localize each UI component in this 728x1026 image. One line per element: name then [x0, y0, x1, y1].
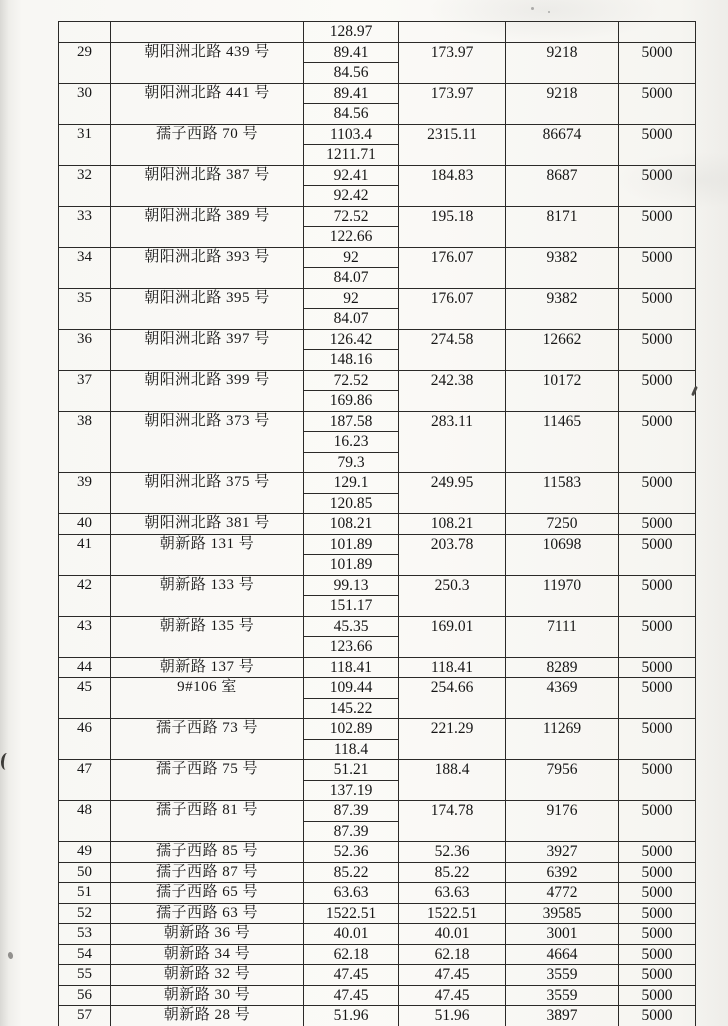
fee-cell: 5000 [619, 329, 696, 370]
area-cell: 101.89 [304, 534, 399, 555]
row-number-cell: 35 [59, 288, 111, 329]
amount-cell: 9382 [506, 288, 619, 329]
address-cell: 朝阳洲北路 397 号 [111, 329, 304, 370]
table-row [59, 616, 696, 637]
address-cell: 朝阳洲北路 441 号 [111, 83, 304, 124]
address-cell: 朝新路 34 号 [111, 944, 304, 965]
area-cell: 128.97 [304, 22, 399, 43]
address-cell: 朝阳洲北路 373 号 [111, 411, 304, 473]
amount-cell: 8289 [506, 657, 619, 678]
table-row [59, 534, 696, 555]
table-row [59, 22, 696, 43]
address-cell [111, 22, 304, 43]
amount-cell: 11970 [506, 575, 619, 616]
fee-cell: 5000 [619, 514, 696, 535]
area-cell: 84.07 [304, 268, 399, 289]
table-row [59, 329, 696, 350]
fee-cell: 5000 [619, 1006, 696, 1026]
address-cell: 朝新路 137 号 [111, 657, 304, 678]
address-cell: 朝新路 135 号 [111, 616, 304, 657]
total-area-cell: 173.97 [399, 42, 506, 83]
total-area-cell: 283.11 [399, 411, 506, 473]
row-number-cell: 54 [59, 944, 111, 965]
fee-cell: 5000 [619, 616, 696, 657]
area-cell: 1522.51 [304, 903, 399, 924]
fee-cell: 5000 [619, 165, 696, 206]
total-area-cell: 195.18 [399, 206, 506, 247]
amount-cell: 86674 [506, 124, 619, 165]
area-cell: 92.42 [304, 186, 399, 207]
scan-artifact [7, 951, 14, 959]
fee-cell: 5000 [619, 801, 696, 842]
fee-cell: 5000 [619, 534, 696, 575]
fee-cell: 5000 [619, 411, 696, 473]
address-cell: 孺子西路 65 号 [111, 883, 304, 904]
address-cell: 朝阳洲北路 389 号 [111, 206, 304, 247]
row-number-cell: 43 [59, 616, 111, 657]
amount-cell: 6392 [506, 862, 619, 883]
area-cell: 92.41 [304, 165, 399, 186]
fee-cell: 5000 [619, 83, 696, 124]
scan-artifact [548, 11, 550, 13]
total-area-cell: 85.22 [399, 862, 506, 883]
area-cell: 102.89 [304, 719, 399, 740]
total-area-cell: 254.66 [399, 678, 506, 719]
row-number-cell: 49 [59, 842, 111, 863]
total-area-cell: 2315.11 [399, 124, 506, 165]
address-cell: 9#106 室 [111, 678, 304, 719]
amount-cell: 8171 [506, 206, 619, 247]
table-row [59, 801, 696, 822]
address-cell: 朝阳洲北路 439 号 [111, 42, 304, 83]
total-area-cell: 274.58 [399, 329, 506, 370]
area-cell: 151.17 [304, 596, 399, 617]
fee-cell: 5000 [619, 124, 696, 165]
area-cell: 72.52 [304, 206, 399, 227]
area-cell: 1103.4 [304, 124, 399, 145]
table-row [59, 124, 696, 145]
total-area-cell: 174.78 [399, 801, 506, 842]
area-cell: 87.39 [304, 821, 399, 842]
row-number-cell: 41 [59, 534, 111, 575]
area-cell: 47.45 [304, 985, 399, 1006]
area-cell: 92 [304, 288, 399, 309]
area-cell: 187.58 [304, 411, 399, 432]
area-cell: 45.35 [304, 616, 399, 637]
area-cell: 99.13 [304, 575, 399, 596]
area-cell: 84.56 [304, 104, 399, 125]
address-cell: 孺子西路 81 号 [111, 801, 304, 842]
total-area-cell: 51.96 [399, 1006, 506, 1026]
amount-cell: 3897 [506, 1006, 619, 1026]
table-body [59, 22, 696, 1026]
amount-cell: 11269 [506, 719, 619, 760]
total-area-cell: 47.45 [399, 985, 506, 1006]
address-cell: 朝新路 131 号 [111, 534, 304, 575]
total-area-cell: 1522.51 [399, 903, 506, 924]
row-number-cell: 51 [59, 883, 111, 904]
amount-cell: 3001 [506, 924, 619, 945]
fee-cell [619, 22, 696, 43]
table-row [59, 247, 696, 268]
total-area-cell: 242.38 [399, 370, 506, 411]
area-cell: 51.96 [304, 1006, 399, 1026]
row-number-cell [59, 22, 111, 43]
table-row [59, 1006, 696, 1026]
fee-cell: 5000 [619, 924, 696, 945]
amount-cell: 7956 [506, 760, 619, 801]
table-row [59, 473, 696, 494]
fee-cell: 5000 [619, 903, 696, 924]
row-number-cell: 55 [59, 965, 111, 986]
area-cell: 16.23 [304, 432, 399, 453]
fee-cell: 5000 [619, 944, 696, 965]
amount-cell: 7111 [506, 616, 619, 657]
area-cell: 63.63 [304, 883, 399, 904]
fee-cell: 5000 [619, 288, 696, 329]
row-number-cell: 40 [59, 514, 111, 535]
amount-cell: 4772 [506, 883, 619, 904]
amount-cell: 4664 [506, 944, 619, 965]
total-area-cell: 221.29 [399, 719, 506, 760]
address-cell: 朝新路 133 号 [111, 575, 304, 616]
total-area-cell: 118.41 [399, 657, 506, 678]
scan-artifact [531, 7, 534, 10]
fee-cell: 5000 [619, 719, 696, 760]
amount-cell: 12662 [506, 329, 619, 370]
amount-cell: 10172 [506, 370, 619, 411]
row-number-cell: 34 [59, 247, 111, 288]
table-row [59, 903, 696, 924]
total-area-cell: 249.95 [399, 473, 506, 514]
area-cell: 108.21 [304, 514, 399, 535]
address-cell: 朝新路 30 号 [111, 985, 304, 1006]
scan-artifact [0, 752, 13, 770]
row-number-cell: 36 [59, 329, 111, 370]
area-cell: 72.52 [304, 370, 399, 391]
amount-cell: 3559 [506, 965, 619, 986]
row-number-cell: 50 [59, 862, 111, 883]
address-cell: 孺子西路 63 号 [111, 903, 304, 924]
total-area-cell: 63.63 [399, 883, 506, 904]
fee-cell: 5000 [619, 965, 696, 986]
amount-cell: 9176 [506, 801, 619, 842]
area-cell: 89.41 [304, 42, 399, 63]
area-cell: 47.45 [304, 965, 399, 986]
address-cell: 朝新路 28 号 [111, 1006, 304, 1026]
row-number-cell: 38 [59, 411, 111, 473]
fee-cell: 5000 [619, 42, 696, 83]
area-cell: 123.66 [304, 637, 399, 658]
row-number-cell: 30 [59, 83, 111, 124]
total-area-cell: 40.01 [399, 924, 506, 945]
area-cell: 84.56 [304, 63, 399, 84]
fee-cell: 5000 [619, 883, 696, 904]
total-area-cell: 176.07 [399, 288, 506, 329]
fee-cell: 5000 [619, 985, 696, 1006]
row-number-cell: 52 [59, 903, 111, 924]
total-area-cell: 47.45 [399, 965, 506, 986]
area-cell: 87.39 [304, 801, 399, 822]
total-area-cell [399, 22, 506, 43]
row-number-cell: 48 [59, 801, 111, 842]
table-row [59, 657, 696, 678]
fee-cell: 5000 [619, 842, 696, 863]
address-cell: 朝阳洲北路 375 号 [111, 473, 304, 514]
address-cell: 朝阳洲北路 395 号 [111, 288, 304, 329]
table-row [59, 862, 696, 883]
table-row [59, 760, 696, 781]
table-row [59, 924, 696, 945]
address-cell: 孺子西路 70 号 [111, 124, 304, 165]
table-row [59, 206, 696, 227]
fee-cell: 5000 [619, 247, 696, 288]
table-row [59, 842, 696, 863]
area-cell: 169.86 [304, 391, 399, 412]
area-cell: 79.3 [304, 452, 399, 473]
amount-cell: 9218 [506, 42, 619, 83]
area-cell: 85.22 [304, 862, 399, 883]
area-cell: 51.21 [304, 760, 399, 781]
table-row [59, 514, 696, 535]
table-row [59, 944, 696, 965]
address-cell: 朝阳洲北路 399 号 [111, 370, 304, 411]
amount-cell: 4369 [506, 678, 619, 719]
total-area-cell: 108.21 [399, 514, 506, 535]
table-row [59, 575, 696, 596]
compensation-table [58, 21, 696, 1026]
row-number-cell: 45 [59, 678, 111, 719]
area-cell: 89.41 [304, 83, 399, 104]
fee-cell: 5000 [619, 760, 696, 801]
area-cell: 84.07 [304, 309, 399, 330]
area-cell: 109.44 [304, 678, 399, 699]
row-number-cell: 33 [59, 206, 111, 247]
amount-cell [506, 22, 619, 43]
area-cell: 148.16 [304, 350, 399, 371]
address-cell: 孺子西路 73 号 [111, 719, 304, 760]
total-area-cell: 250.3 [399, 575, 506, 616]
row-number-cell: 57 [59, 1006, 111, 1026]
fee-cell: 5000 [619, 678, 696, 719]
row-number-cell: 53 [59, 924, 111, 945]
address-cell: 孺子西路 75 号 [111, 760, 304, 801]
row-number-cell: 44 [59, 657, 111, 678]
address-cell: 朝阳洲北路 381 号 [111, 514, 304, 535]
amount-cell: 8687 [506, 165, 619, 206]
row-number-cell: 46 [59, 719, 111, 760]
table-row [59, 288, 696, 309]
table-row [59, 719, 696, 740]
area-cell: 118.4 [304, 739, 399, 760]
area-cell: 1211.71 [304, 145, 399, 166]
amount-cell: 9218 [506, 83, 619, 124]
area-cell: 122.66 [304, 227, 399, 248]
table-row [59, 83, 696, 104]
fee-cell: 5000 [619, 575, 696, 616]
row-number-cell: 32 [59, 165, 111, 206]
row-number-cell: 42 [59, 575, 111, 616]
total-area-cell: 176.07 [399, 247, 506, 288]
area-cell: 126.42 [304, 329, 399, 350]
area-cell: 137.19 [304, 780, 399, 801]
address-cell: 朝新路 36 号 [111, 924, 304, 945]
table-row [59, 165, 696, 186]
address-cell: 朝阳洲北路 387 号 [111, 165, 304, 206]
area-cell: 62.18 [304, 944, 399, 965]
total-area-cell: 184.83 [399, 165, 506, 206]
amount-cell: 9382 [506, 247, 619, 288]
row-number-cell: 47 [59, 760, 111, 801]
table-row [59, 678, 696, 699]
table-row [59, 411, 696, 432]
amount-cell: 11583 [506, 473, 619, 514]
area-cell: 101.89 [304, 555, 399, 576]
fee-cell: 5000 [619, 206, 696, 247]
table-row [59, 42, 696, 63]
table-row [59, 370, 696, 391]
area-cell: 40.01 [304, 924, 399, 945]
row-number-cell: 31 [59, 124, 111, 165]
total-area-cell: 52.36 [399, 842, 506, 863]
total-area-cell: 173.97 [399, 83, 506, 124]
amount-cell: 11465 [506, 411, 619, 473]
total-area-cell: 188.4 [399, 760, 506, 801]
area-cell: 52.36 [304, 842, 399, 863]
address-cell: 孺子西路 87 号 [111, 862, 304, 883]
area-cell: 118.41 [304, 657, 399, 678]
total-area-cell: 169.01 [399, 616, 506, 657]
table-row [59, 965, 696, 986]
fee-cell: 5000 [619, 862, 696, 883]
amount-cell: 10698 [506, 534, 619, 575]
area-cell: 120.85 [304, 493, 399, 514]
fee-cell: 5000 [619, 370, 696, 411]
fee-cell: 5000 [619, 473, 696, 514]
row-number-cell: 39 [59, 473, 111, 514]
address-cell: 孺子西路 85 号 [111, 842, 304, 863]
row-number-cell: 37 [59, 370, 111, 411]
row-number-cell: 56 [59, 985, 111, 1006]
fee-cell: 5000 [619, 657, 696, 678]
total-area-cell: 62.18 [399, 944, 506, 965]
table-row [59, 883, 696, 904]
area-cell: 129.1 [304, 473, 399, 494]
area-cell: 92 [304, 247, 399, 268]
table-row [59, 985, 696, 1006]
amount-cell: 3927 [506, 842, 619, 863]
area-cell: 145.22 [304, 698, 399, 719]
amount-cell: 3559 [506, 985, 619, 1006]
amount-cell: 39585 [506, 903, 619, 924]
total-area-cell: 203.78 [399, 534, 506, 575]
row-number-cell: 29 [59, 42, 111, 83]
address-cell: 朝阳洲北路 393 号 [111, 247, 304, 288]
amount-cell: 7250 [506, 514, 619, 535]
address-cell: 朝新路 32 号 [111, 965, 304, 986]
